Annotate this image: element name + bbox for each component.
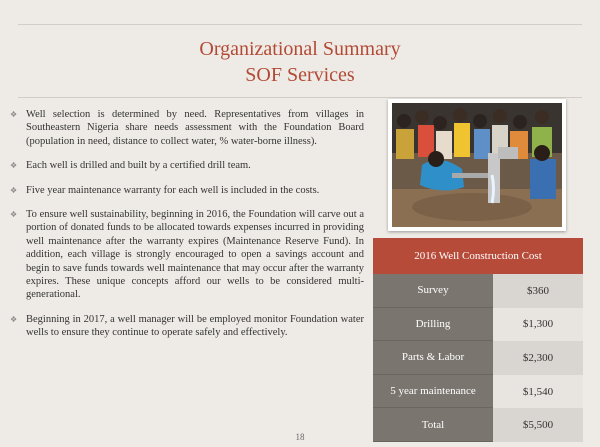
- table-row: [373, 274, 583, 308]
- slide-title: [0, 36, 600, 88]
- well-photo: [388, 99, 566, 231]
- bullet-marker-icon: ❖: [10, 161, 18, 171]
- bullet-text: Five year maintenance warranty for each well is included in the costs.: [26, 184, 320, 196]
- bullet-list: [8, 108, 364, 351]
- cost-label: Drilling: [373, 308, 493, 342]
- bullet-item: [8, 184, 364, 197]
- bullet-text: Beginning in 2017, a well manager will be employed monitor Foundation water wells to ensure they continue to operate safely and effectively.: [26, 313, 364, 339]
- bullet-item: [8, 108, 364, 148]
- cost-value: $5,500: [493, 408, 583, 442]
- cost-value: $2,300: [493, 341, 583, 375]
- table-row: [373, 308, 583, 342]
- page-number: 18: [295, 432, 305, 442]
- table-row: [373, 341, 583, 375]
- top-divider: [18, 24, 582, 25]
- bullet-marker-icon: ❖: [10, 210, 18, 220]
- title-line-2: SOF Services: [245, 64, 355, 86]
- cost-label: 5 year maintenance: [373, 375, 493, 409]
- bullet-item: [8, 313, 364, 340]
- bullet-text: Each well is drilled and built by a certified drill team.: [26, 160, 251, 172]
- bullet-marker-icon: ❖: [10, 110, 18, 119]
- cost-table-header: 2016 Well Construction Cost: [373, 238, 583, 274]
- cost-label: Survey: [373, 274, 493, 308]
- bullet-text: Well selection is determined by need. Representatives from villages in Southeastern Nigeria share needs assessment with the Foundation Board (population in need, distance to collect water, % water-borne illness).: [26, 109, 364, 147]
- bullet-item: [8, 208, 364, 302]
- table-row: [373, 408, 583, 442]
- bullet-item: [8, 159, 364, 172]
- cost-table: [373, 238, 583, 442]
- cost-label: Parts & Labor: [373, 341, 493, 375]
- cost-value: $360: [493, 274, 583, 308]
- cost-value: $1,300: [493, 308, 583, 342]
- bullet-marker-icon: ❖: [10, 314, 18, 324]
- bullet-marker-icon: ❖: [10, 185, 18, 195]
- title-divider: [18, 97, 582, 98]
- well-photo-image: [392, 103, 562, 227]
- bullet-text: To ensure well sustainability, beginning in 2016, the Foundation will carve out a portion of donated funds to be allocated towards expenses incurred in providing well maintenance after the warranty expires (Maintenance Reserve Fund). In addition, each village is strongly encouraged to open a savings account and begin to save funds towards well maintenance that may occur after the warranty expires. These unique concepts afford our wells to be considered multi-generational.: [26, 209, 364, 301]
- cost-table-body: [373, 274, 583, 442]
- table-row: [373, 375, 583, 409]
- cost-value: $1,540: [493, 375, 583, 409]
- title-line-1: Organizational Summary: [199, 38, 401, 60]
- cost-label: Total: [373, 408, 493, 442]
